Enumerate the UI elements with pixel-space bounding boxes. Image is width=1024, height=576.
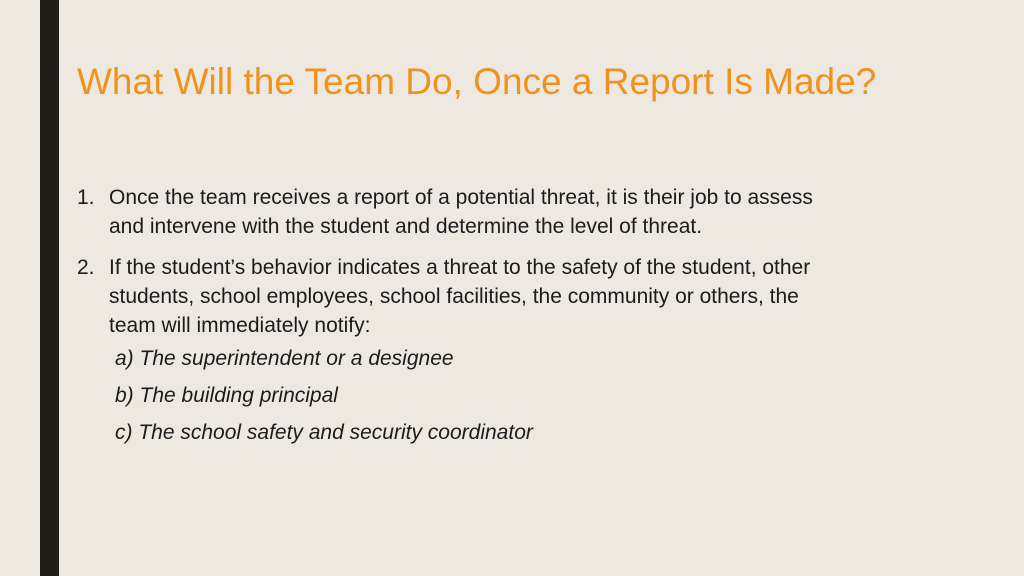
list-item <box>77 253 837 340</box>
notify-sublist <box>115 345 837 447</box>
left-accent-bar <box>40 0 59 576</box>
list-item <box>77 183 837 241</box>
sublist-item: b) The building principal <box>115 384 338 407</box>
slide-title: What Will the Team Do, Once a Report Is Made? <box>77 61 877 102</box>
list-item-number: 2. <box>77 256 95 279</box>
sublist-item: a) The superintendent or a designee <box>115 347 454 370</box>
list-item-text: Once the team receives a report of a potential threat, it is their job to assess and intervene with the student and determine the level of threat. <box>109 186 813 238</box>
sublist-item: c) The school safety and security coordinator <box>115 421 533 444</box>
list-item-text: If the student’s behavior indicates a threat to the safety of the student, other students, school employees, school facilities, the community or others, the team will immediately notify: <box>109 256 811 337</box>
list-item-number: 1. <box>77 186 95 209</box>
slide-body <box>77 183 837 456</box>
